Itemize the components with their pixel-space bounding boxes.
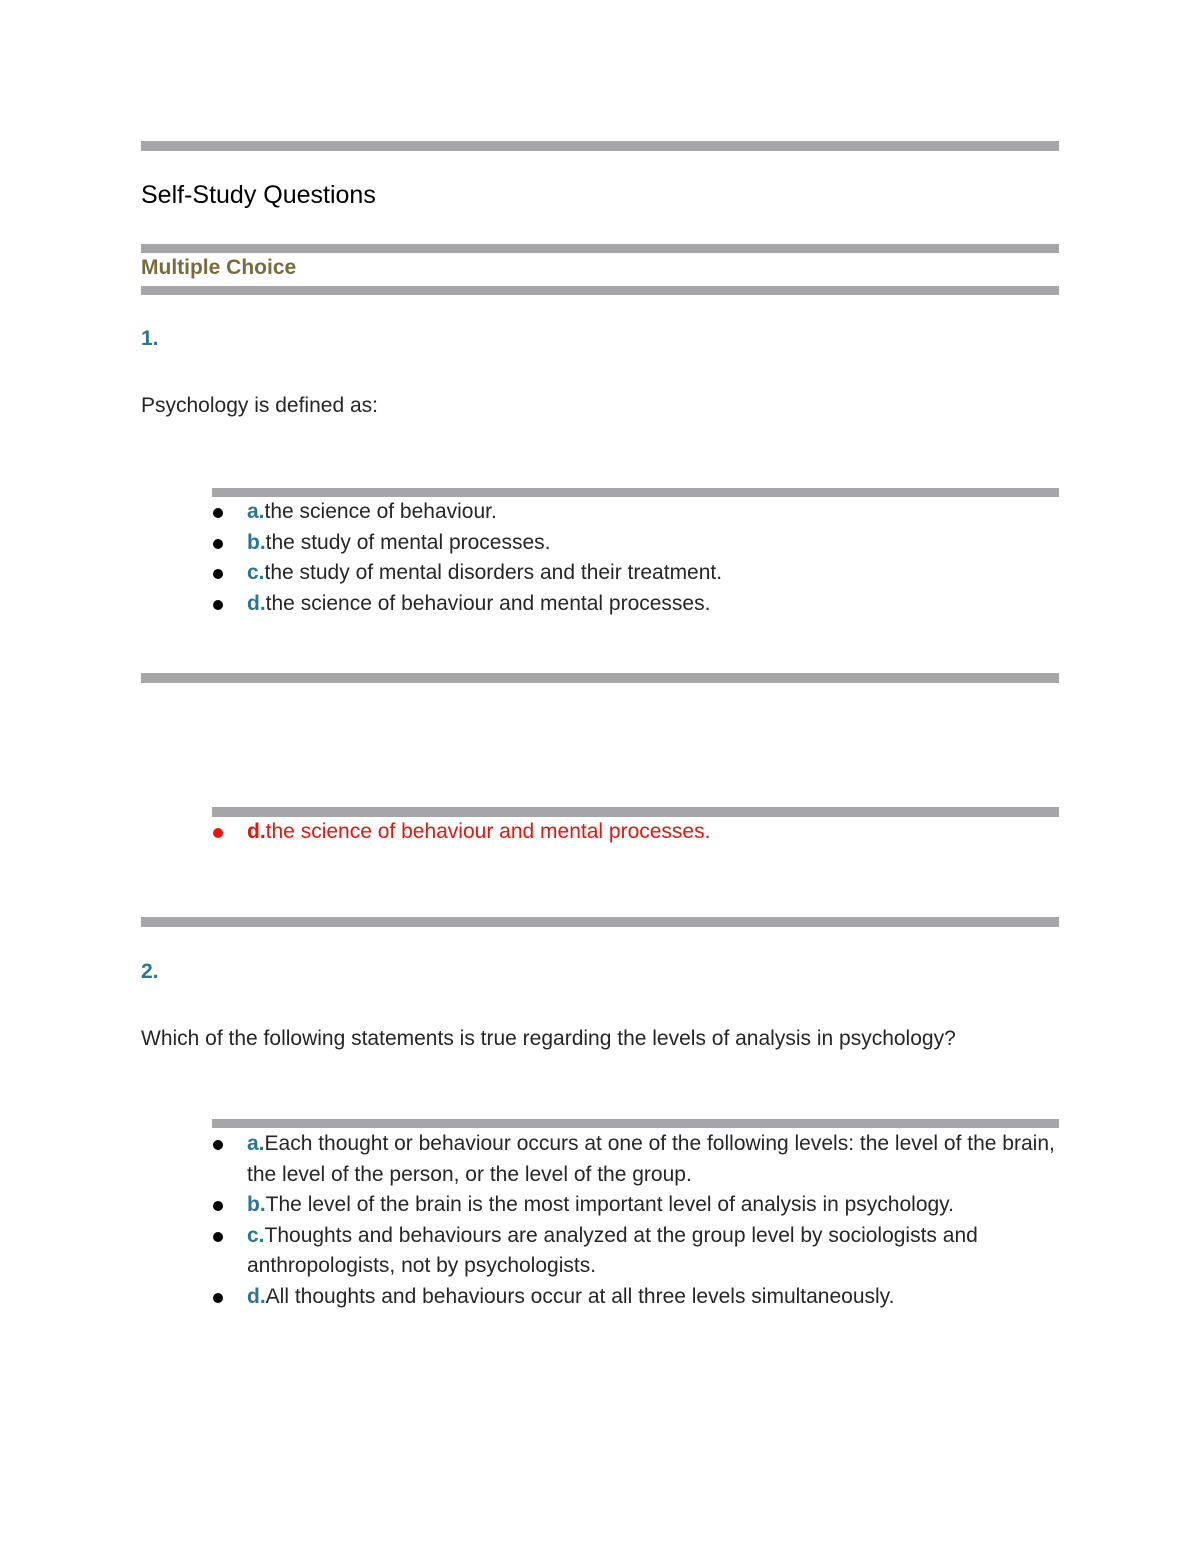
- option-text: The level of the brain is the most important level of analysis in psychology.: [265, 1193, 954, 1217]
- option-letter: c.: [247, 561, 265, 585]
- divider-section-bottom: [141, 286, 1059, 295]
- option-letter: b.: [247, 1193, 266, 1217]
- bullet-icon: [213, 539, 223, 549]
- option-text: the science of behaviour.: [264, 500, 497, 523]
- bullet-icon: [213, 1140, 223, 1150]
- option-letter: d.: [247, 1284, 266, 1308]
- question-prompt: Psychology is defined as:: [141, 394, 378, 417]
- options-divider: [212, 488, 1059, 497]
- bullet-icon: [213, 828, 223, 838]
- section-heading: Multiple Choice: [141, 256, 297, 279]
- correct-answer: [210, 817, 1070, 848]
- option-text: the study of mental disorders and their treatment.: [264, 561, 723, 585]
- option-a[interactable]: [210, 1129, 1070, 1190]
- option-text: the science of behaviour and mental processes.: [265, 591, 711, 615]
- option-text: Each thought or behaviour occurs at one of the following levels: the level of the brain, the level of the person, or the level of the group.: [247, 1132, 1055, 1186]
- option-b[interactable]: [210, 1190, 1070, 1221]
- answer-divider: [212, 807, 1059, 817]
- option-b[interactable]: [210, 528, 1070, 559]
- answer-list: [210, 817, 1070, 848]
- divider-question-1: [141, 673, 1059, 683]
- options-divider: [212, 1119, 1059, 1128]
- answer-text: the science of behaviour and mental processes.: [265, 820, 711, 843]
- option-c[interactable]: [210, 1221, 1070, 1282]
- answer-letter: d.: [247, 820, 266, 843]
- question-number: 1.: [141, 327, 159, 350]
- bullet-icon: [213, 1201, 223, 1211]
- bullet-icon: [213, 508, 223, 518]
- option-text: Thoughts and behaviours are analyzed at the group level by sociologists and anthropologists, not by psychologists.: [247, 1223, 978, 1278]
- bullet-icon: [213, 1232, 223, 1242]
- divider-top: [141, 141, 1059, 151]
- option-letter: a.: [247, 500, 265, 523]
- option-d[interactable]: [210, 589, 1070, 620]
- option-text: All thoughts and behaviours occur at all three levels simultaneously.: [265, 1284, 895, 1308]
- bullet-icon: [213, 600, 223, 610]
- option-text: the study of mental processes.: [265, 530, 551, 554]
- option-letter: a.: [247, 1132, 265, 1155]
- bullet-icon: [213, 1293, 223, 1303]
- option-list: [210, 497, 1070, 619]
- option-d[interactable]: [210, 1282, 1070, 1313]
- option-letter: b.: [247, 530, 266, 554]
- option-list: [210, 1129, 1070, 1313]
- option-letter: d.: [247, 591, 266, 615]
- option-c[interactable]: [210, 558, 1070, 589]
- divider-section-top: [141, 244, 1059, 253]
- page-title: Self-Study Questions: [141, 181, 376, 209]
- question-number: 2.: [141, 960, 159, 983]
- bullet-icon: [213, 569, 223, 579]
- divider-question-2: [141, 917, 1059, 927]
- option-letter: c.: [247, 1223, 265, 1247]
- option-a[interactable]: [210, 497, 1070, 528]
- question-prompt: Which of the following statements is true regarding the levels of analysis in psychology?: [141, 1027, 956, 1050]
